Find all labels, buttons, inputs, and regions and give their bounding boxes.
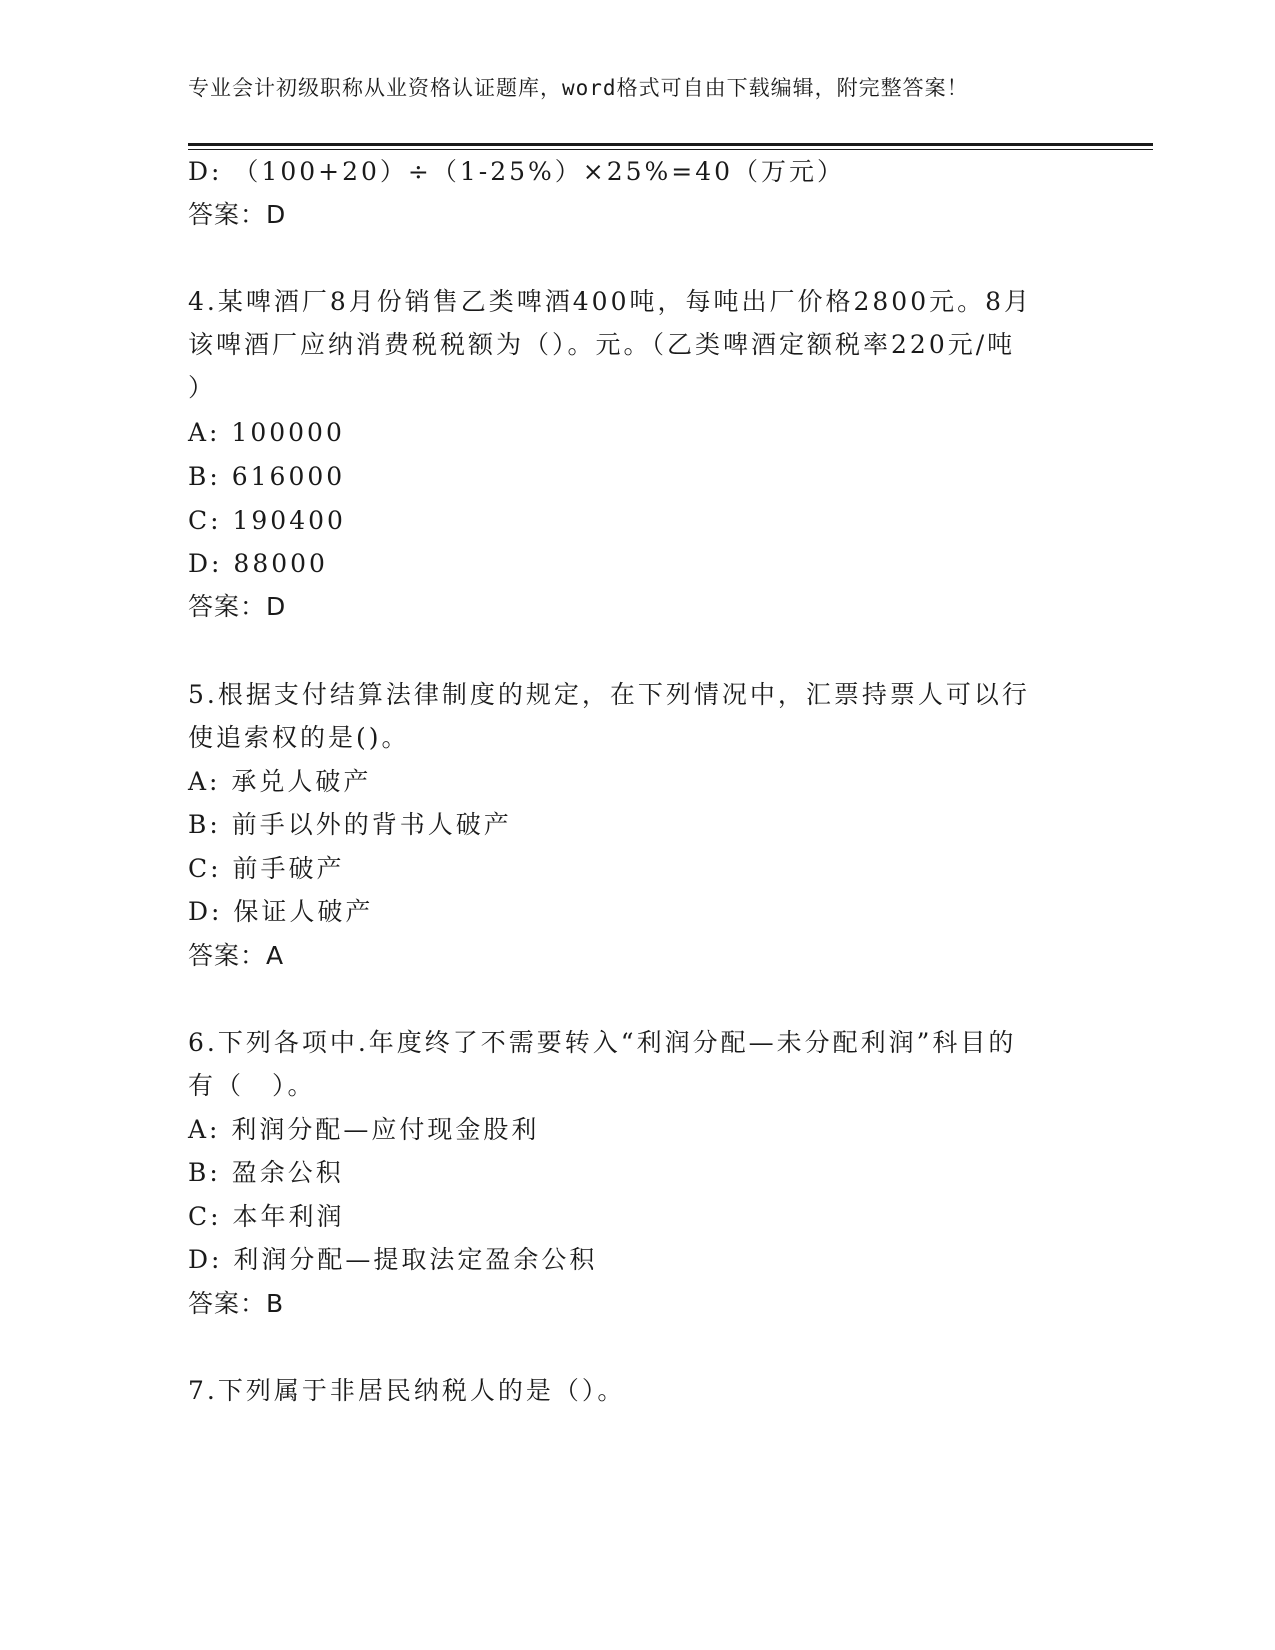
q4-option-a: A: 100000 <box>188 418 345 447</box>
q6-option-a: A: 利润分配—应付现金股利 <box>188 1115 540 1144</box>
q6-option-d: D: 利润分配—提取法定盈余公积 <box>188 1245 598 1274</box>
q4-option-d: D: 88000 <box>188 549 328 578</box>
q4-option-c: C: 190400 <box>188 506 346 535</box>
q5-stem-line2: 使追索权的是()。 <box>188 723 410 752</box>
q6-option-c: C: 本年利润 <box>188 1202 345 1231</box>
q6-stem-line1: 6.下列各项中.年度终了不需要转入“利润分配—未分配利润”科目的 <box>188 1028 1017 1057</box>
q3-answer: 答案：D <box>188 200 287 229</box>
q6-stem-line2: 有（ ）。 <box>188 1071 316 1100</box>
q7-stem-line1: 7.下列属于非居民纳税人的是（）。 <box>188 1376 626 1405</box>
q6-answer: 答案：B <box>188 1289 285 1318</box>
q4-stem-line2: 该啤酒厂应纳消费税税额为（）。元。（乙类啤酒定额税率220元/吨 <box>188 330 1016 359</box>
q6-option-b: B: 盈余公积 <box>188 1158 344 1187</box>
q4-option-b: B: 616000 <box>188 462 346 491</box>
q4-stem-line1: 4.某啤酒厂8月份销售乙类啤酒400吨，每吨出厂价格2800元。8月 <box>188 287 1033 316</box>
q4-stem-line3: ） <box>188 373 217 402</box>
q3-option-d: D: （100+20）÷（1-25%）×25%=40（万元） <box>188 157 846 186</box>
header-divider-thick <box>188 143 1153 146</box>
q5-option-c: C: 前手破产 <box>188 854 345 883</box>
header-divider-thin <box>188 149 1153 150</box>
q4-answer: 答案：D <box>188 592 287 621</box>
q5-stem-line1: 5.根据支付结算法律制度的规定，在下列情况中，汇票持票人可以行 <box>188 680 1030 709</box>
page-header: 专业会计初级职称从业资格认证题库，word格式可自由下载编辑，附完整答案！ <box>188 76 969 100</box>
q5-option-a: A: 承兑人破产 <box>188 767 372 796</box>
q5-option-b: B: 前手以外的背书人破产 <box>188 810 512 839</box>
q5-option-d: D: 保证人破产 <box>188 897 374 926</box>
q5-answer: 答案：A <box>188 941 285 970</box>
